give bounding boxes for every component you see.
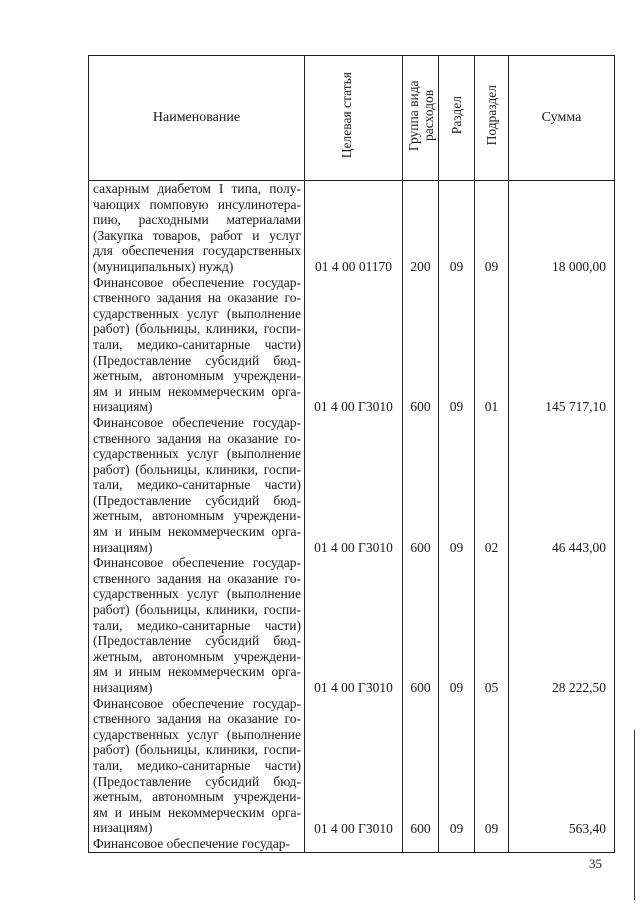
name-line: жетным, автономным учреждени- <box>93 789 301 805</box>
name-line: тали, медико-санитарные части) <box>93 617 301 633</box>
group-value: 600 <box>410 680 431 696</box>
subsection-value: 01 <box>484 399 499 415</box>
group-value: 600 <box>410 399 431 415</box>
table-body-row <box>89 181 615 853</box>
name-line: (Предоставление субсидий бюд- <box>93 492 301 508</box>
name-line: Финансовое обеспечение государ- <box>93 414 301 430</box>
name-line: ям и иным некоммерческим орга- <box>93 383 301 399</box>
name-line: тали, медико-санитарные части) <box>93 757 301 773</box>
name-cell <box>89 181 305 853</box>
section-value: 09 <box>449 680 464 696</box>
name-line: (Предоставление субсидий бюд- <box>93 352 301 368</box>
group-value: 600 <box>410 820 431 836</box>
name-line: сахарным диабетом I типа, полу- <box>93 181 301 196</box>
page-number: 35 <box>589 856 602 871</box>
header-code: Целевая статья <box>305 56 403 181</box>
name-line: (муниципальных) нужд) <box>93 258 234 274</box>
name-line: низациям) <box>93 539 153 555</box>
margin-rule <box>634 730 635 900</box>
name-line: сударственных услуг (выполнение <box>93 305 301 321</box>
section-column <box>439 181 475 853</box>
sum-value: 563,40 <box>568 820 606 836</box>
name-text <box>89 181 304 852</box>
name-line: Финансовое обеспечение государ- <box>93 835 290 851</box>
group-value: 200 <box>410 259 431 274</box>
name-line: жетным, автономным учреждени- <box>93 368 301 384</box>
sum-value: 18 000,00 <box>552 259 606 274</box>
code-value: 01 4 00 Г3010 <box>314 680 393 696</box>
group-value: 600 <box>410 539 431 555</box>
name-line: ственного задания на оказание го- <box>93 711 301 727</box>
name-line: ям и иным некоммерческим орга- <box>93 664 301 680</box>
name-line: ям и иным некоммерческим орга- <box>93 804 301 820</box>
name-line: низациям) <box>93 820 153 836</box>
subsection-value: 05 <box>484 680 499 696</box>
header-name: Наименование <box>89 56 305 181</box>
name-line: тали, медико-санитарные части) <box>93 336 301 352</box>
section-value: 09 <box>449 539 464 555</box>
name-line: сударственных услуг (выполнение <box>93 446 301 462</box>
header-group: Группа вида расходов <box>403 56 439 181</box>
header-subsection: Подраздел <box>475 56 509 181</box>
sum-value: 145 717,10 <box>545 399 606 415</box>
section-value: 09 <box>449 820 464 836</box>
group-column <box>403 181 439 853</box>
code-value: 01 4 00 Г3010 <box>314 399 393 415</box>
subsection-column <box>475 181 509 853</box>
name-line: низациям) <box>93 399 153 415</box>
name-line: сударственных услуг (выполнение <box>93 726 301 742</box>
subsection-value: 09 <box>484 820 499 836</box>
name-line: пию, расходными материалами <box>93 212 301 228</box>
name-line: работ) (больницы, клиники, госпи- <box>93 602 301 618</box>
sum-value: 28 222,50 <box>552 680 606 696</box>
budget-table <box>88 55 615 853</box>
subsection-value: 09 <box>484 259 499 274</box>
name-line: сударственных услуг (выполнение <box>93 586 301 602</box>
name-line: ственного задания на оказание го- <box>93 290 301 306</box>
name-line: для обеспечения государственных <box>93 243 301 259</box>
name-line: ственного задания на оказание го- <box>93 430 301 446</box>
sum-column <box>509 181 615 853</box>
name-line: работ) (больницы, клиники, госпи- <box>93 742 301 758</box>
name-line: работ) (больницы, клиники, госпи- <box>93 321 301 337</box>
code-column <box>305 181 403 853</box>
name-line: низациям) <box>93 680 153 695</box>
name-line: жетным, автономным учреждени- <box>93 648 301 664</box>
header-sum: Сумма <box>509 56 615 181</box>
name-line: (Предоставление субсидий бюд- <box>93 633 301 649</box>
name-line: (Предоставление субсидий бюд- <box>93 773 301 789</box>
name-line: жетным, автономным учреждени- <box>93 508 301 524</box>
name-line: работ) (больницы, клиники, госпи- <box>93 461 301 477</box>
name-line: ям и иным некоммерческим орга- <box>93 524 301 540</box>
sum-value: 46 443,00 <box>552 539 606 555</box>
code-value: 01 4 00 Г3010 <box>314 820 393 836</box>
name-line: (Закупка товаров, работ и услуг <box>93 227 301 243</box>
code-value: 01 4 00 Г3010 <box>314 539 393 555</box>
name-line: чающих помповую инсулинотера- <box>93 196 301 212</box>
name-line: Финансовое обеспечение государ- <box>93 555 301 571</box>
name-line: ственного задания на оказание го- <box>93 570 301 586</box>
name-line: Финансовое обеспечение государ- <box>93 274 301 290</box>
subsection-value: 02 <box>484 539 499 555</box>
header-section: Раздел <box>439 56 475 181</box>
name-line: тали, медико-санитарные части) <box>93 477 301 493</box>
section-value: 09 <box>449 399 464 415</box>
name-line: Финансовое обеспечение государ- <box>93 695 301 711</box>
table-header-row <box>89 56 615 181</box>
section-value: 09 <box>449 259 464 274</box>
code-value: 01 4 00 01170 <box>314 259 393 274</box>
